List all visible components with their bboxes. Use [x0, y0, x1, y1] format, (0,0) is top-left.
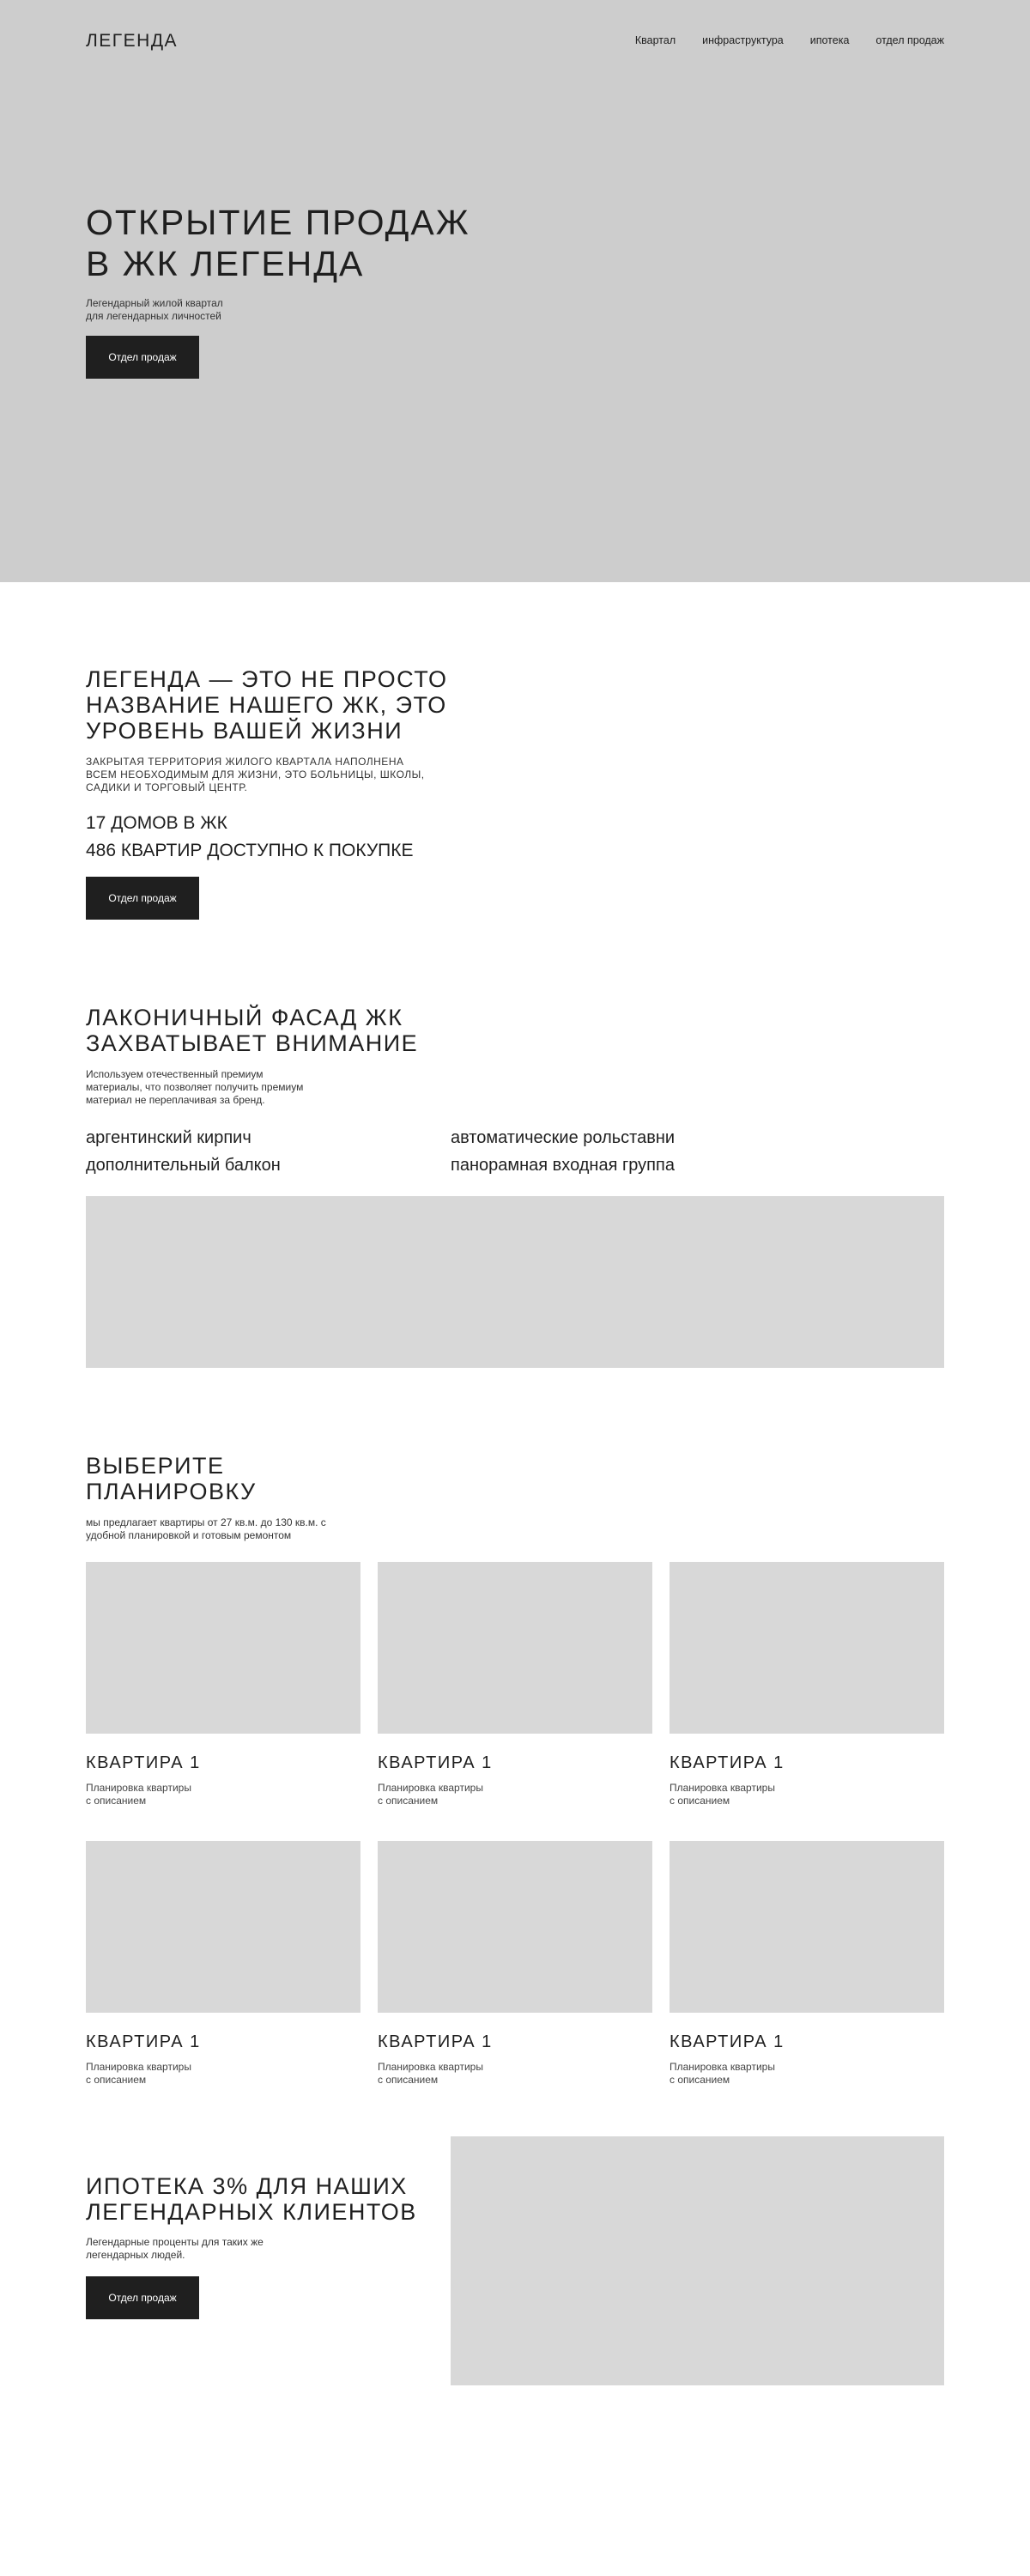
- nav-item-infrastructure[interactable]: инфраструктура: [702, 34, 784, 46]
- layout-card-desc-line: с описанием: [86, 2074, 147, 2086]
- about-text: [86, 756, 455, 794]
- layouts-title: [86, 1453, 257, 1504]
- feature-item: дополнительный балкон: [86, 1156, 281, 1175]
- facade-text-line: Используем отечественный премиум: [86, 1068, 264, 1080]
- layout-card-desc: [378, 1782, 483, 1807]
- facade-title-line: ЗАХВАТЫВАЕТ ВНИМАНИЕ: [86, 1030, 419, 1056]
- layout-card-desc-line: с описанием: [86, 1795, 147, 1807]
- layout-card-image[interactable]: [378, 1841, 652, 2013]
- layout-card-desc-line: Планировка квартиры: [86, 1782, 191, 1794]
- mortgage-title-line: ИПОТЕКА 3% ДЛЯ НАШИХ: [86, 2173, 408, 2199]
- hero-subtitle-line: для легендарных личностей: [86, 310, 221, 322]
- layout-card-title[interactable]: КВАРТИРА 1: [378, 2032, 493, 2051]
- facade-text-line: материалы, что позволяет получить премиум: [86, 1081, 304, 1093]
- layout-card-desc-line: Планировка квартиры: [670, 1782, 775, 1794]
- hero-title-line: В ЖК ЛЕГЕНДА: [86, 244, 365, 283]
- stat-houses: 17 ДОМОВ В ЖК: [86, 813, 227, 833]
- about-title-line: УРОВЕНЬ ВАШЕЙ ЖИЗНИ: [86, 718, 403, 744]
- layout-card-desc: [378, 2061, 483, 2087]
- layout-card-desc: [670, 1782, 775, 1807]
- layout-card-title[interactable]: КВАРТИРА 1: [86, 2032, 201, 2051]
- layout-card-title[interactable]: КВАРТИРА 1: [670, 2032, 785, 2051]
- hero-title: [86, 202, 470, 284]
- about-sales-button[interactable]: Отдел продаж: [86, 877, 199, 920]
- hero-title-line: ОТКРЫТИЕ ПРОДАЖ: [86, 203, 470, 242]
- layout-card-desc: [86, 1782, 191, 1807]
- layout-card-desc-line: Планировка квартиры: [378, 2061, 483, 2073]
- layout-card-desc: [670, 2061, 775, 2087]
- layout-card-desc-line: с описанием: [378, 1795, 439, 1807]
- nav-item-kvartal[interactable]: Квартал: [634, 34, 676, 46]
- mortgage-sales-button[interactable]: Отдел продаж: [86, 2276, 199, 2319]
- mortgage-text-line: Легендарные проценты для таких же: [86, 2236, 264, 2248]
- feature-item: аргентинский кирпич: [86, 1128, 251, 1147]
- layout-card-desc: [86, 2061, 191, 2087]
- layouts-text: [86, 1516, 395, 1542]
- layout-card-desc-line: Планировка квартиры: [378, 1782, 483, 1794]
- facade-text-line: материал не переплачивая за бренд.: [86, 1094, 265, 1106]
- layout-card-title[interactable]: КВАРТИРА 1: [670, 1753, 785, 1772]
- layout-card-image[interactable]: [670, 1562, 944, 1734]
- layouts-title-line: ПЛАНИРОВКУ: [86, 1479, 257, 1504]
- layout-card-title[interactable]: КВАРТИРА 1: [86, 1753, 201, 1772]
- facade-title-line: ЛАКОНИЧНЫЙ ФАСАД ЖК: [86, 1005, 403, 1030]
- nav-item-mortgage[interactable]: ипотека: [809, 34, 850, 46]
- layouts-title-line: ВЫБЕРИТЕ: [86, 1453, 225, 1479]
- feature-item: автоматические рольставни: [451, 1128, 676, 1147]
- facade-title: [86, 1005, 418, 1056]
- main-nav: [635, 34, 944, 46]
- layout-card-desc-line: с описанием: [670, 2074, 730, 2086]
- stat-apartments: 486 КВАРТИР ДОСТУПНО К ПОКУПКЕ: [86, 841, 414, 860]
- nav-item-sales-office[interactable]: отдел продаж: [876, 34, 944, 46]
- about-title: [86, 666, 448, 744]
- layout-card-title[interactable]: КВАРТИРА 1: [378, 1753, 493, 1772]
- layouts-text-line: мы предлагает квартиры от 27 кв.м. до 130 кв.м. с: [86, 1516, 326, 1528]
- hero-section: [0, 0, 1030, 582]
- layout-card-image[interactable]: [670, 1841, 944, 2013]
- layout-card-image[interactable]: [86, 1841, 360, 2013]
- feature-item: панорамная входная группа: [451, 1156, 675, 1175]
- about-text-line: ЗАКРЫТАЯ ТЕРРИТОРИЯ ЖИЛОГО КВАРТАЛА НАПОЛНЕНА: [86, 756, 404, 768]
- about-title-line: ЛЕГЕНДА — ЭТО НЕ ПРОСТО: [86, 666, 448, 692]
- layout-card-desc-line: Планировка квартиры: [670, 2061, 775, 2073]
- hero-subtitle: [86, 297, 275, 323]
- layouts-text-line: удобной планировкой и готовым ремонтом: [86, 1529, 292, 1541]
- about-text-line: САДИКИ И ТОРГОВЫЙ ЦЕНТР.: [86, 781, 248, 793]
- mortgage-title-line: ЛЕГЕНДАРНЫХ КЛИЕНТОВ: [86, 2199, 417, 2225]
- layout-card-image[interactable]: [378, 1562, 652, 1734]
- layout-card-image[interactable]: [86, 1562, 360, 1734]
- logo[interactable]: ЛЕГЕНДА: [86, 31, 179, 51]
- hero-sales-button[interactable]: Отдел продаж: [86, 336, 199, 379]
- mortgage-title: [86, 2173, 417, 2225]
- hero-subtitle-line: Легендарный жилой квартал: [86, 297, 223, 309]
- about-title-line: НАЗВАНИЕ НАШЕГО ЖК, ЭТО: [86, 692, 447, 718]
- layout-card-desc-line: с описанием: [670, 1795, 730, 1807]
- mortgage-text: [86, 2236, 343, 2262]
- facade-text: [86, 1068, 360, 1107]
- facade-image: [86, 1196, 944, 1368]
- mortgage-text-line: легендарных людей.: [86, 2249, 185, 2261]
- mortgage-image: [451, 2136, 944, 2385]
- layout-card-desc-line: с описанием: [378, 2074, 439, 2086]
- about-text-line: ВСЕМ НЕОБХОДИМЫМ ДЛЯ ЖИЗНИ, ЭТО БОЛЬНИЦЫ, ШКОЛЫ,: [86, 769, 425, 781]
- layout-card-desc-line: Планировка квартиры: [86, 2061, 191, 2073]
